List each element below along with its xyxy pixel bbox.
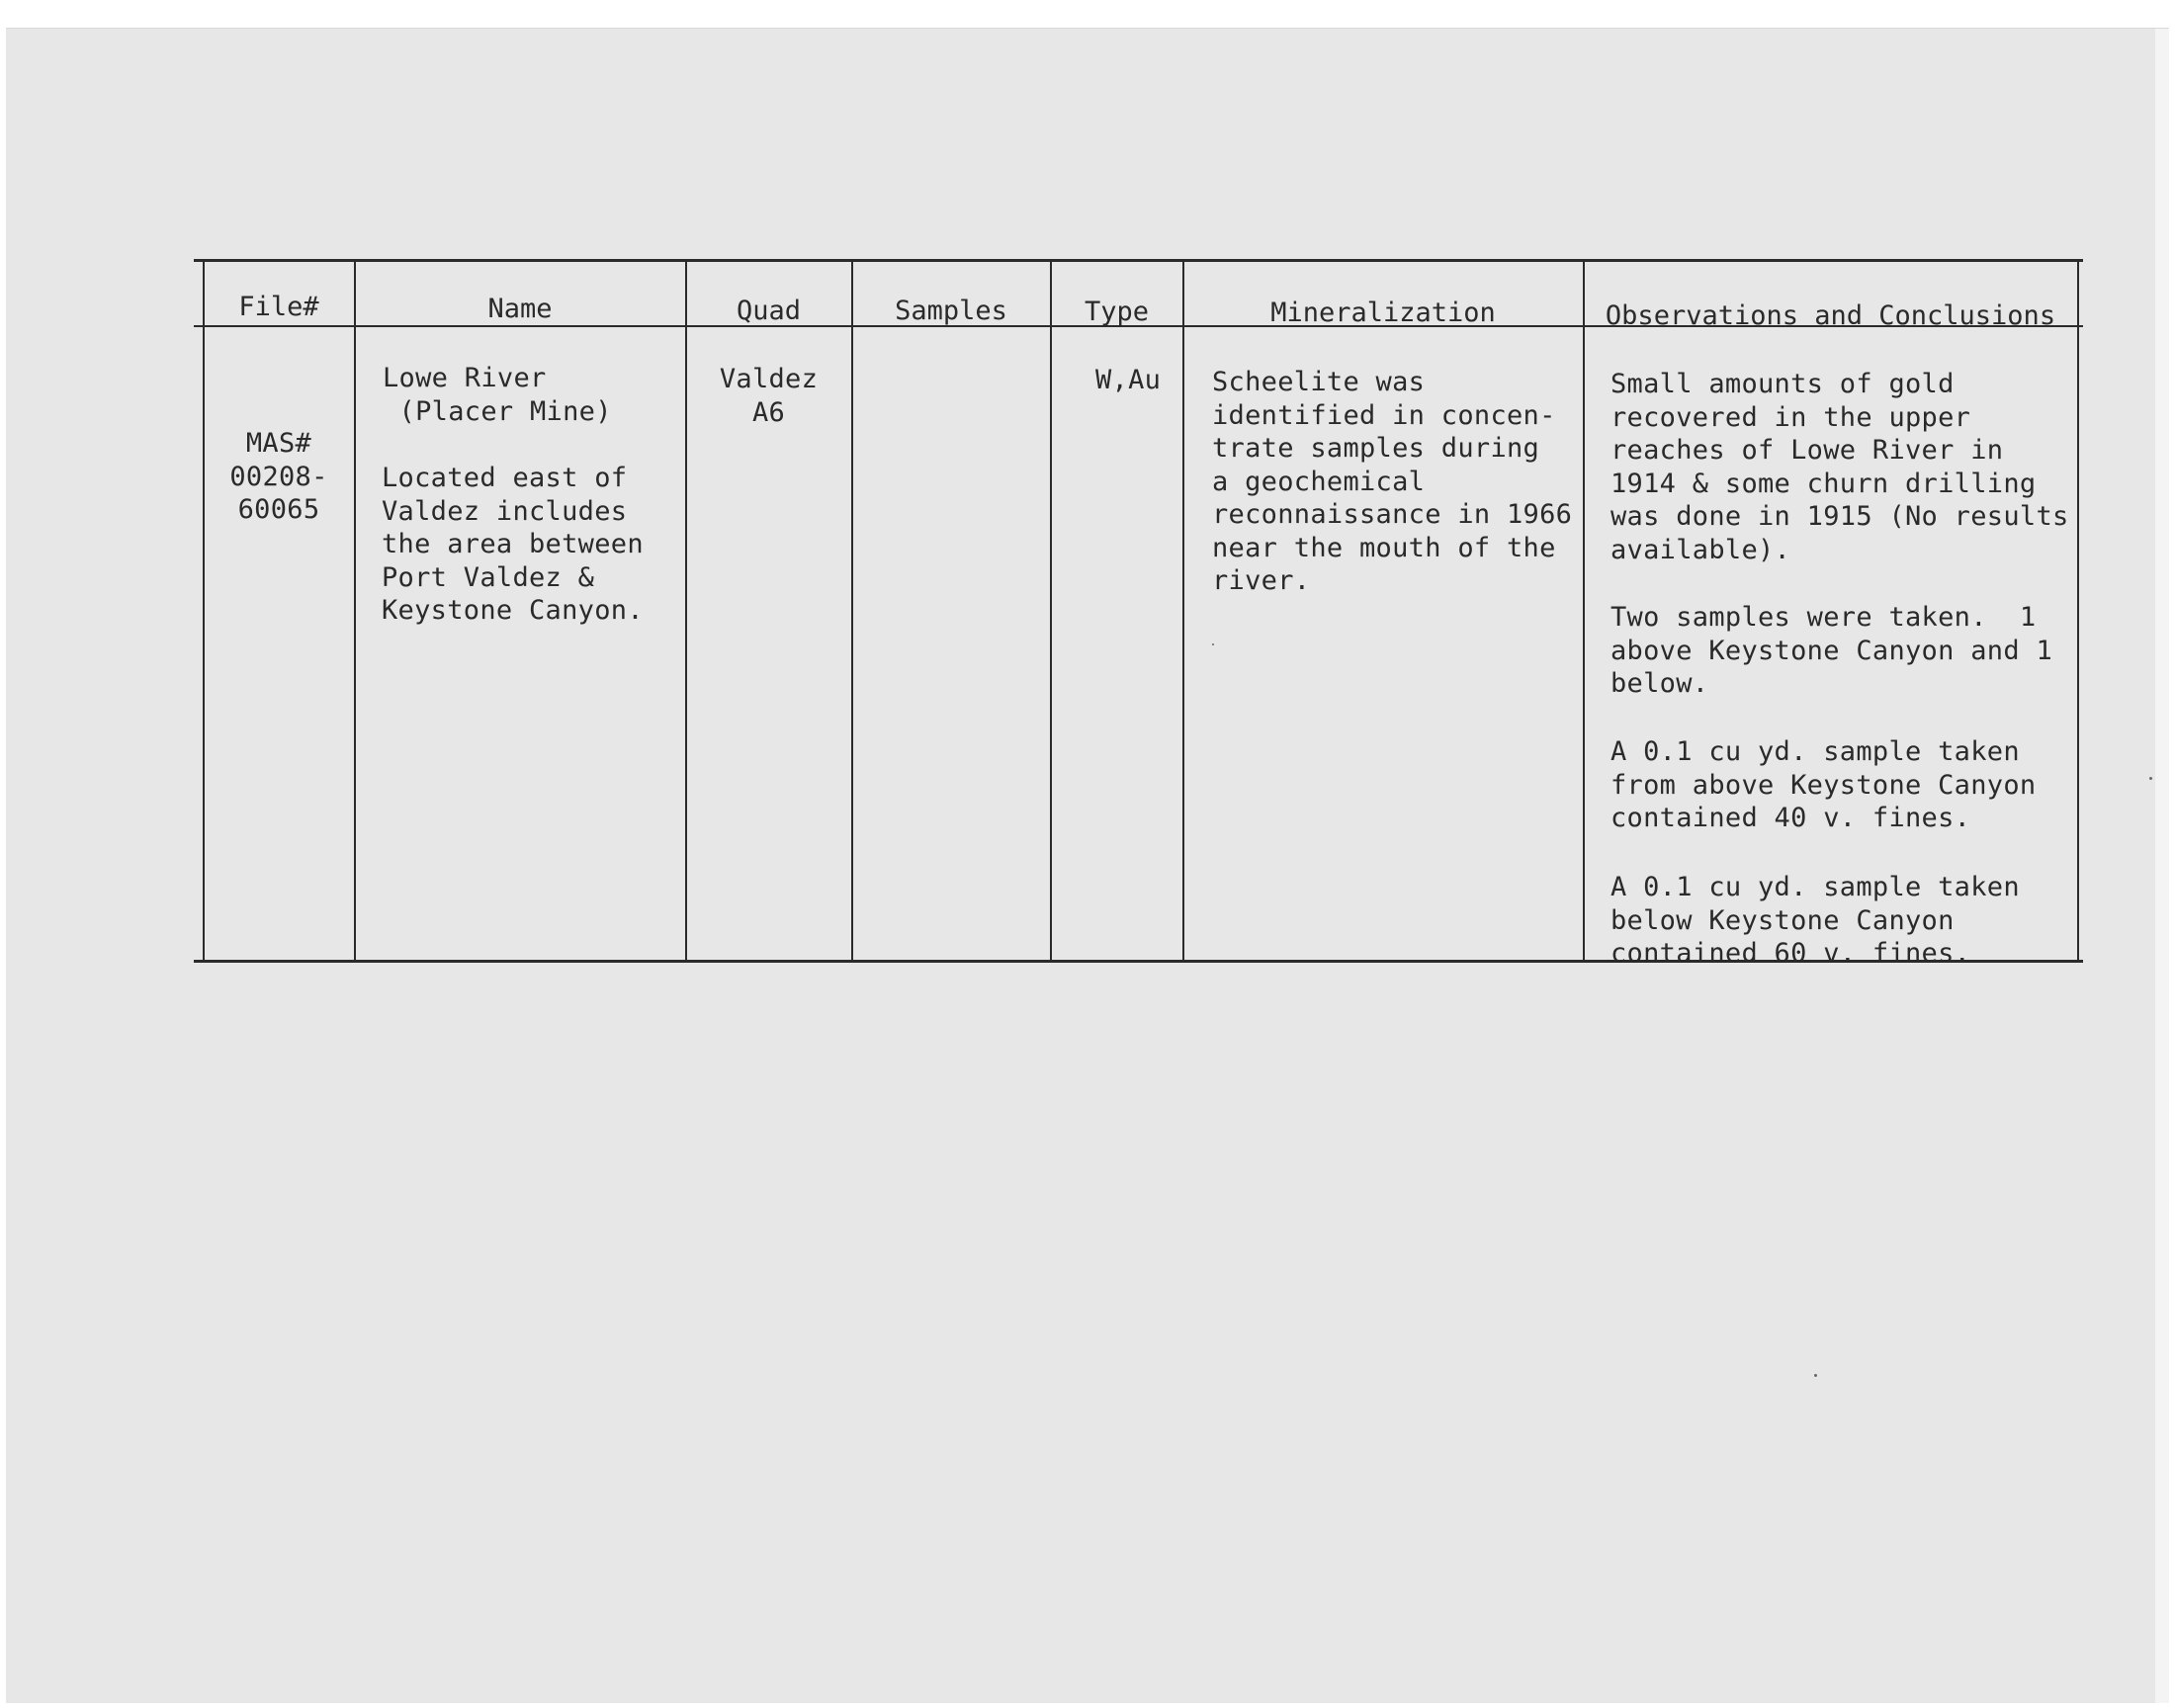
cell-name-location: Located east of Valdez includes the area between Port Valdez & Keystone Canyon.	[382, 463, 644, 626]
column-rule	[685, 262, 687, 960]
column-rule	[1583, 262, 1585, 960]
cell-quad: Valdez A6	[719, 364, 819, 428]
cell-mineralization: Scheelite was identified in concen- trate samples during a geochemical reconnaissance in 1966 near the mouth of the river.	[1212, 367, 1573, 596]
mineral-record-table	[194, 259, 2083, 969]
column-rule	[1182, 262, 1184, 960]
header-samples: Samples	[895, 296, 1007, 326]
header-quad: Quad	[736, 296, 802, 326]
cell-file-number: MAS# 00208- 60065	[229, 428, 328, 525]
cell-type: W,Au	[1095, 365, 1162, 395]
column-rule	[2077, 262, 2079, 960]
scan-speck	[1212, 643, 1214, 645]
cell-name-title: Lowe River (Placer Mine)	[383, 363, 612, 427]
scan-speck	[2149, 777, 2152, 780]
cell-observations-paragraph: A 0.1 cu yd. sample taken from above Keystone Canyon contained 40 v. fines.	[1610, 736, 2037, 833]
scan-speck	[1814, 1374, 1817, 1377]
column-rule	[1050, 262, 1052, 960]
header-observations: Observations and Conclusions	[1605, 300, 2056, 331]
header-type: Type	[1084, 297, 1150, 327]
table-top-rule	[194, 259, 2083, 262]
cell-observations-paragraph: Small amounts of gold recovered in the upper reaches of Lowe River in 1914 & some churn drilling was done in 1915 (No results available).	[1610, 369, 2069, 565]
cell-observations-paragraph: A 0.1 cu yd. sample taken below Keystone Canyon contained 60 v. fines.	[1610, 872, 2020, 969]
column-rule	[203, 262, 205, 960]
header-file: File#	[238, 292, 319, 322]
header-name: Name	[487, 294, 553, 324]
scanned-page	[6, 28, 2169, 1703]
header-mineralization: Mineralization	[1270, 298, 1496, 328]
column-rule	[354, 262, 356, 960]
column-rule	[851, 262, 853, 960]
cell-observations-paragraph: Two samples were taken. 1 above Keystone Canyon and 1 below.	[1610, 602, 2052, 699]
